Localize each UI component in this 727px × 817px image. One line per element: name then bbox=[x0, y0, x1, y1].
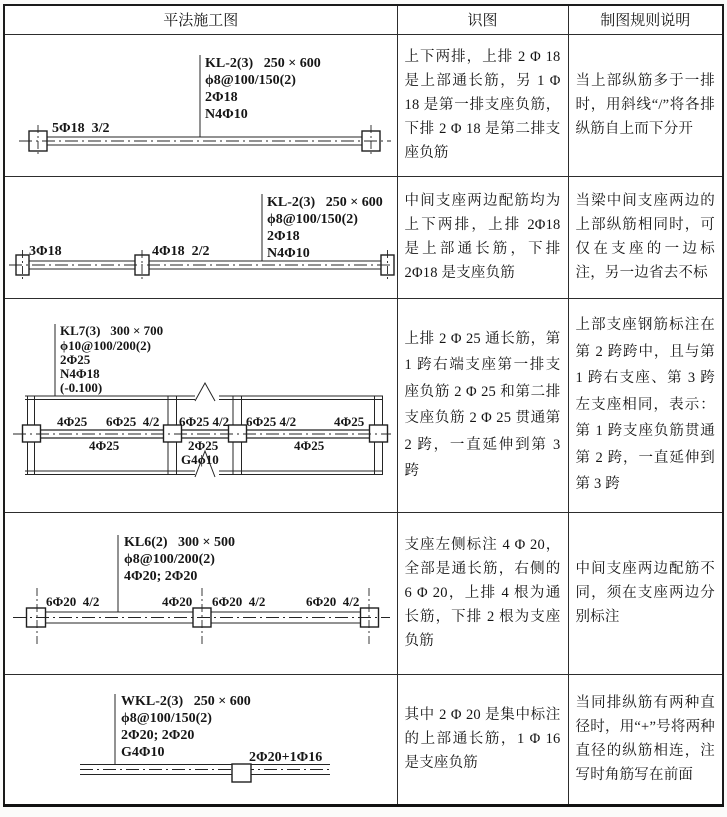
construction-rebar-label: G4ϕ10 bbox=[181, 451, 219, 467]
cell-rule-5 bbox=[568, 674, 723, 805]
stirrup-annotation: ϕ8@100/200(2) bbox=[124, 551, 215, 567]
cell-reading-5 bbox=[397, 674, 568, 805]
reading-text: 支座左侧标注 4 Φ 20，全部是通长筋，右侧的 6 Φ 20，上排 4 根为通长筋，下排 2 根为支座负筋 bbox=[404, 537, 561, 649]
rule-text: 中间支座两边配筋不同，须在支座两边分别标注 bbox=[575, 561, 715, 625]
table-row bbox=[4, 34, 723, 176]
stirrup-annotation: ϕ8@100/150(2) bbox=[121, 710, 212, 726]
support-rebar-label: 2Φ20+1Φ16 bbox=[249, 749, 323, 765]
cell-drawing-2 bbox=[4, 176, 397, 298]
column-support bbox=[370, 425, 388, 442]
beam-diagram-kl2-single-span bbox=[5, 35, 396, 176]
beam-diagram-kl2-mid-support bbox=[5, 177, 396, 298]
support-rebar-label: 4Φ18 2/2 bbox=[152, 243, 210, 259]
construction-rebar-annotation: G4Φ10 bbox=[121, 744, 165, 760]
collective-annotation: WKL-2(3) 250 × 600 bbox=[121, 693, 251, 709]
cell-reading-3 bbox=[397, 298, 568, 512]
top-bar-annotation: 4Φ20; 2Φ20 bbox=[124, 568, 198, 584]
collective-annotation: KL-2(3) 250 × 600 bbox=[267, 194, 383, 210]
stirrup-annotation: ϕ8@100/150(2) bbox=[267, 211, 358, 227]
cell-drawing-3 bbox=[4, 298, 397, 512]
top-bar-annotation: 2Φ18 bbox=[205, 89, 238, 105]
support-rebar-label: 3Φ18 bbox=[29, 243, 62, 259]
collective-annotation: KL-2(3) 250 × 600 bbox=[205, 55, 321, 71]
header-cell-rule: 制图规则说明 bbox=[568, 5, 723, 34]
cell-drawing-1 bbox=[4, 34, 397, 176]
side-bar-annotation: N4Φ10 bbox=[267, 245, 310, 261]
break-symbol bbox=[195, 383, 215, 401]
side-bar-annotation: N4Φ18 bbox=[60, 365, 100, 381]
header-cell-drawing: 平法施工图 bbox=[4, 5, 397, 34]
reading-text: 中间支座两边配筋均为上下两排，上排 2Φ18 是上部通长筋，下排 2Φ18 是支座负筋 bbox=[404, 193, 561, 281]
reading-text: 上下两排，上排 2 Φ 18 是上部通长筋，另 1 Φ 18 是第一排支座负筋，下排 2 Φ 18 是第二排支座负筋 bbox=[404, 49, 561, 161]
support-rebar-label: 6Φ20 4/2 bbox=[212, 593, 266, 609]
support-rebar-label: 6Φ20 4/2 bbox=[306, 593, 360, 609]
cell-reading-1 bbox=[397, 34, 568, 176]
header-cell-reading: 识图 bbox=[397, 5, 568, 34]
side-bar-annotation: N4Φ10 bbox=[205, 106, 248, 122]
bottom-rebar-label: 4Φ25 bbox=[89, 437, 120, 453]
stirrup-annotation: ϕ10@100/200(2) bbox=[60, 337, 151, 353]
cell-reading-2 bbox=[397, 176, 568, 298]
support-rebar-label: 6Φ20 4/2 bbox=[46, 593, 100, 609]
cell-reading-4 bbox=[397, 512, 568, 674]
cell-rule-4 bbox=[568, 512, 723, 674]
beam-diagram-wkl2 bbox=[5, 675, 396, 804]
top-bar-annotation: 2Φ20; 2Φ20 bbox=[121, 727, 195, 743]
beam-plan-diagram-kl7 bbox=[5, 299, 396, 512]
rule-text: 当同排纵筋有两种直径时，用“+”号将两种直径的纵筋相连，注写时角筋写在前面 bbox=[575, 695, 715, 783]
column-support bbox=[229, 425, 247, 442]
table-row bbox=[4, 674, 723, 805]
support-rebar-label: 6Φ25 4/2 bbox=[179, 413, 230, 429]
support-rebar-label: 4Φ25 bbox=[57, 413, 88, 429]
reading-text: 其中 2 Φ 20 是集中标注的上部通长筋，1 Φ 16 是支座负筋 bbox=[404, 707, 561, 771]
support-rebar-label: 4Φ25 bbox=[334, 413, 365, 429]
bottom-rebar-label: 4Φ25 bbox=[294, 437, 325, 453]
cell-drawing-4 bbox=[4, 512, 397, 674]
table-row bbox=[4, 512, 723, 674]
header-row bbox=[4, 5, 723, 34]
top-bar-annotation: 2Φ25 bbox=[60, 351, 91, 367]
support-rebar-label: 4Φ20 bbox=[162, 593, 193, 609]
reading-text: 上排 2 Φ 25 通长筋，第 1 跨右端支座第一排支座负筋 2 Φ 25 和第二排支座负筋 2 Φ 25 贯通第 2 跨，一直延伸到第 3 跨 bbox=[404, 330, 561, 479]
column-support bbox=[232, 764, 251, 782]
cell-drawing-5 bbox=[4, 674, 397, 805]
collective-annotation: KL7(3) 300 × 700 bbox=[60, 322, 164, 338]
support-rebar-label: 6Φ25 4/2 bbox=[246, 413, 297, 429]
beam bbox=[80, 764, 330, 782]
pingfa-rules-table bbox=[3, 4, 724, 807]
cell-rule-1 bbox=[568, 34, 723, 176]
support-rebar-label: 6Φ25 4/2 bbox=[106, 413, 160, 429]
top-bar-annotation: 2Φ18 bbox=[267, 228, 300, 244]
stirrup-annotation: ϕ8@100/150(2) bbox=[205, 72, 296, 88]
table-row bbox=[4, 176, 723, 298]
collective-annotation: KL6(2) 300 × 500 bbox=[124, 534, 236, 550]
rule-text: 上部支座钢筋标注在第 2 跨跨中，且与第 1 跨右支座、第 3 跨左支座相同，表示：第 1 跨支座负筋贯通第 2 跨，一直延伸到第 3 跨 bbox=[575, 317, 715, 493]
cell-rule-2 bbox=[568, 176, 723, 298]
column-support bbox=[23, 425, 41, 442]
rule-text: 当上部纵筋多于一排时，用斜线“/”将各排纵筋自上而下分开 bbox=[575, 73, 715, 137]
rule-text: 当梁中间支座两边的上部纵筋相同时，可仅在支座的一边标注，另一边省去不标 bbox=[575, 193, 715, 281]
elevation-annotation: (-0.100) bbox=[60, 379, 103, 395]
beam-diagram-kl6 bbox=[5, 513, 396, 674]
bottom-rebar-label: 2Φ25 bbox=[188, 437, 219, 453]
table-row bbox=[4, 298, 723, 512]
cell-rule-3 bbox=[568, 298, 723, 512]
support-rebar-label: 5Φ18 3/2 bbox=[52, 120, 110, 136]
